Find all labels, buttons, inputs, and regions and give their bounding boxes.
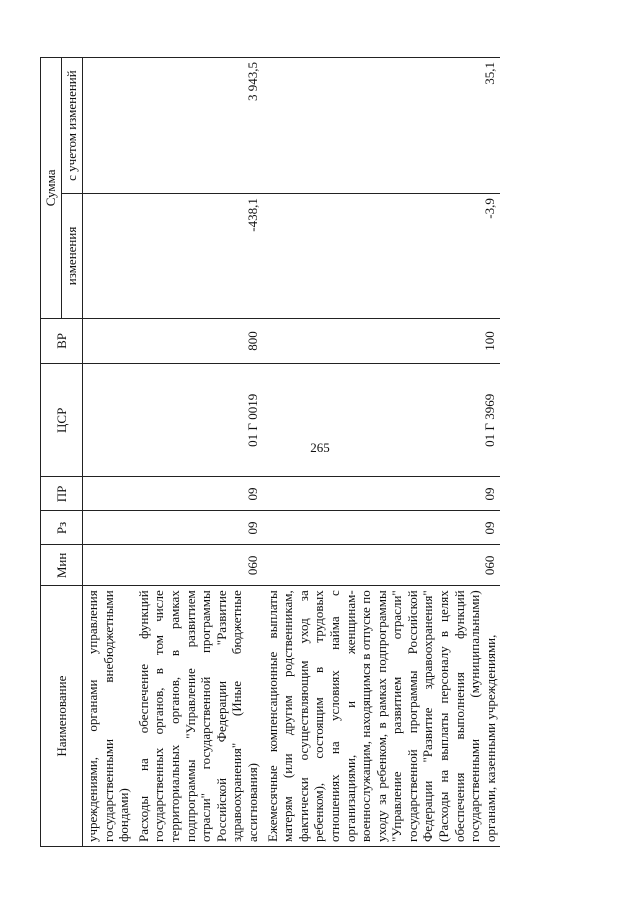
row-pr <box>83 477 134 511</box>
row-pr: 09 <box>134 477 263 511</box>
row-name: учреждениями, органами управления государственными внебюджетными фондами) <box>83 586 134 847</box>
row-change: -3,9 <box>263 194 501 319</box>
budget-table <box>40 57 500 847</box>
row-with-change <box>83 58 134 194</box>
header-name: Наименование <box>41 586 83 847</box>
row-min <box>83 545 134 586</box>
header-min: Мин <box>41 545 83 586</box>
row-rz: 09 <box>263 511 501 545</box>
row-change <box>83 194 134 319</box>
row-min: 060 <box>134 545 263 586</box>
row-with-change: 35,1 <box>263 58 501 194</box>
rotated-page <box>40 57 600 847</box>
header-pr: ПР <box>41 477 83 511</box>
row-change: -438,1 <box>134 194 263 319</box>
row-rz <box>83 511 134 545</box>
row-pr: 09 <box>263 477 501 511</box>
row-csr: 01 Г 0019 <box>134 364 263 477</box>
header-sum: Сумма <box>41 58 62 319</box>
header-rz: Рз <box>41 511 83 545</box>
row-name: Расходы на обеспечение функций государственных органов, в том числе территориальных органов, в рамках подпрограммы "Управление развитием отрасли" государственной программы Российской Федерации "Развитие здравоохранения" (Иные бюджетные ассигнования) <box>134 586 263 847</box>
row-csr <box>83 364 134 477</box>
table-row <box>263 58 501 847</box>
row-csr: 01 Г 3969 <box>263 364 501 477</box>
row-vr: 800 <box>134 318 263 363</box>
table-row <box>134 58 263 847</box>
table-row <box>83 58 134 847</box>
row-with-change: 3 943,5 <box>134 58 263 194</box>
header-vr: ВР <box>41 318 83 363</box>
header-csr: ЦСР <box>41 364 83 477</box>
header-with-change: с учетом изменений <box>62 58 83 194</box>
page-number: 265 <box>310 440 330 455</box>
row-rz: 09 <box>134 511 263 545</box>
row-vr: 100 <box>263 318 501 363</box>
row-min: 060 <box>263 545 501 586</box>
header-change: изменения <box>62 194 83 319</box>
row-name: Ежемесячные компенсационные выплаты матерям (или другим родственникам, фактически осуществляющим уход за ребенком), состоящим в трудовых отношениях на условиях найма с организациями, и женщинам-военнослужащим, находящимся в отпуске по уходу за ребенком, в рамках подпрограммы "Управление развитием отрасли" государственной программы Российской Федерации "Развитие здравоохранения" (Расходы на выплаты персоналу в целях обеспечения выполнения функций государственными (муниципальными) органами, казенными учреждениями, <box>263 586 501 847</box>
row-vr <box>83 318 134 363</box>
